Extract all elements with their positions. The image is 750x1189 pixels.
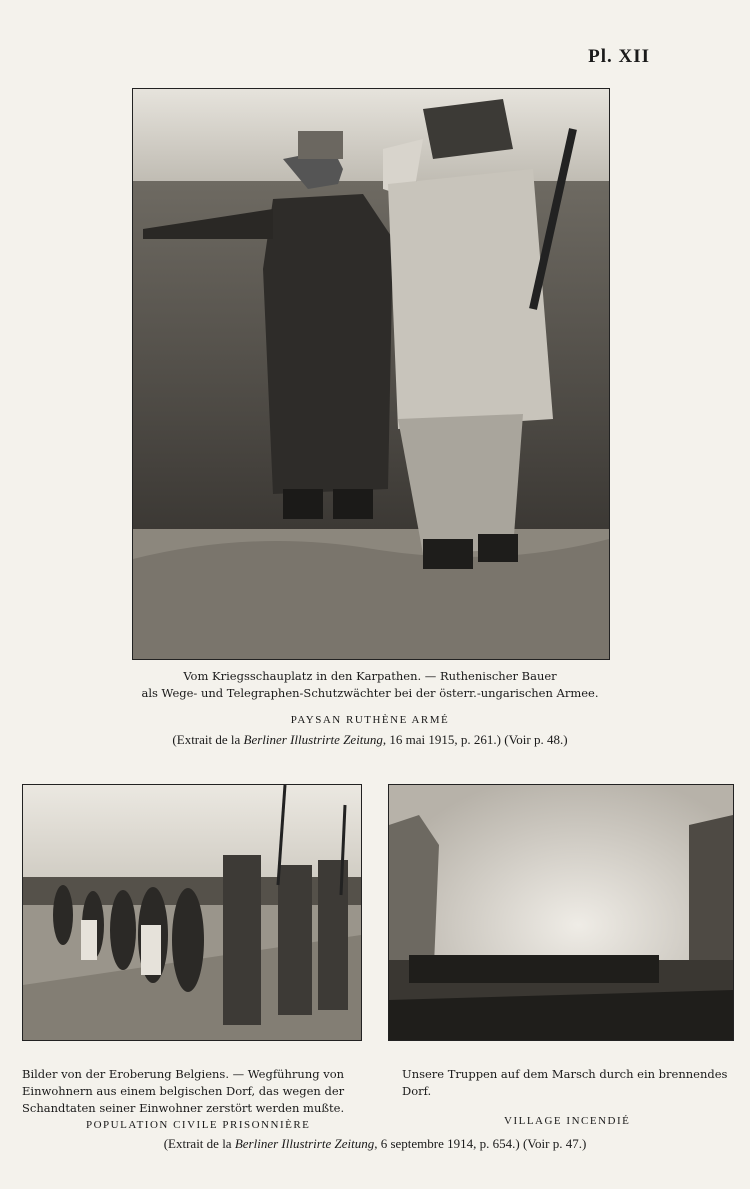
bottom-caption-source [70,1136,680,1152]
top-caption-title: PAYSAN RUTHÈNE ARMÉ [290,714,450,726]
bottom-left-caption-german [22,1066,367,1117]
bottom-left-photo [22,784,362,1041]
bottom-source-journal: Berliner Illustrirte Zeitung [234,1136,375,1151]
bl-caption-line1: Bilder von der Eroberung Belgiens. — Wegführung von [22,1067,345,1081]
plate-number: Pl. XII [588,46,650,67]
bottom-source-prefix: (Extrait de la [163,1136,235,1151]
bottom-right-photo [388,784,734,1041]
bottom-right-caption-title: VILLAGE INCENDIÉ [504,1115,631,1127]
top-caption-german-line1: Vom Kriegsschauplatz in den Karpathen. — Ruthenischer Bauer [183,669,557,683]
top-caption-german-line2: als Wege- und Telegraphen-Schutzwächter bei der österr.-ungarischen Armee. [141,686,599,700]
bottom-right-caption-german: Unsere Truppen auf dem Marsch durch ein brennendes Dorf. [402,1067,728,1098]
top-source-prefix: (Extrait de la [172,732,244,747]
photo-civilian-prisoners [23,785,361,1040]
top-caption-german [120,668,620,702]
photo-soldier-and-peasant [133,89,609,659]
bottom-source-suffix: , 6 septembre 1914, p. 654.) (Voir p. 47.) [374,1136,587,1151]
photo-burning-village [389,785,733,1040]
top-source-journal: Berliner Illustrirte Zeitung [243,732,383,747]
bl-caption-line3: Schandtaten seiner Einwohner zerstört werden mußte. [22,1101,345,1115]
top-photo [132,88,610,660]
bl-caption-line2: Einwohnern aus einem belgischen Dorf, das wegen der [22,1084,345,1098]
top-caption-source [100,732,640,748]
bottom-left-caption-title: POPULATION CIVILE PRISONNIÈRE [86,1119,311,1131]
top-source-suffix: , 16 mai 1915, p. 261.) (Voir p. 48.) [382,732,568,747]
